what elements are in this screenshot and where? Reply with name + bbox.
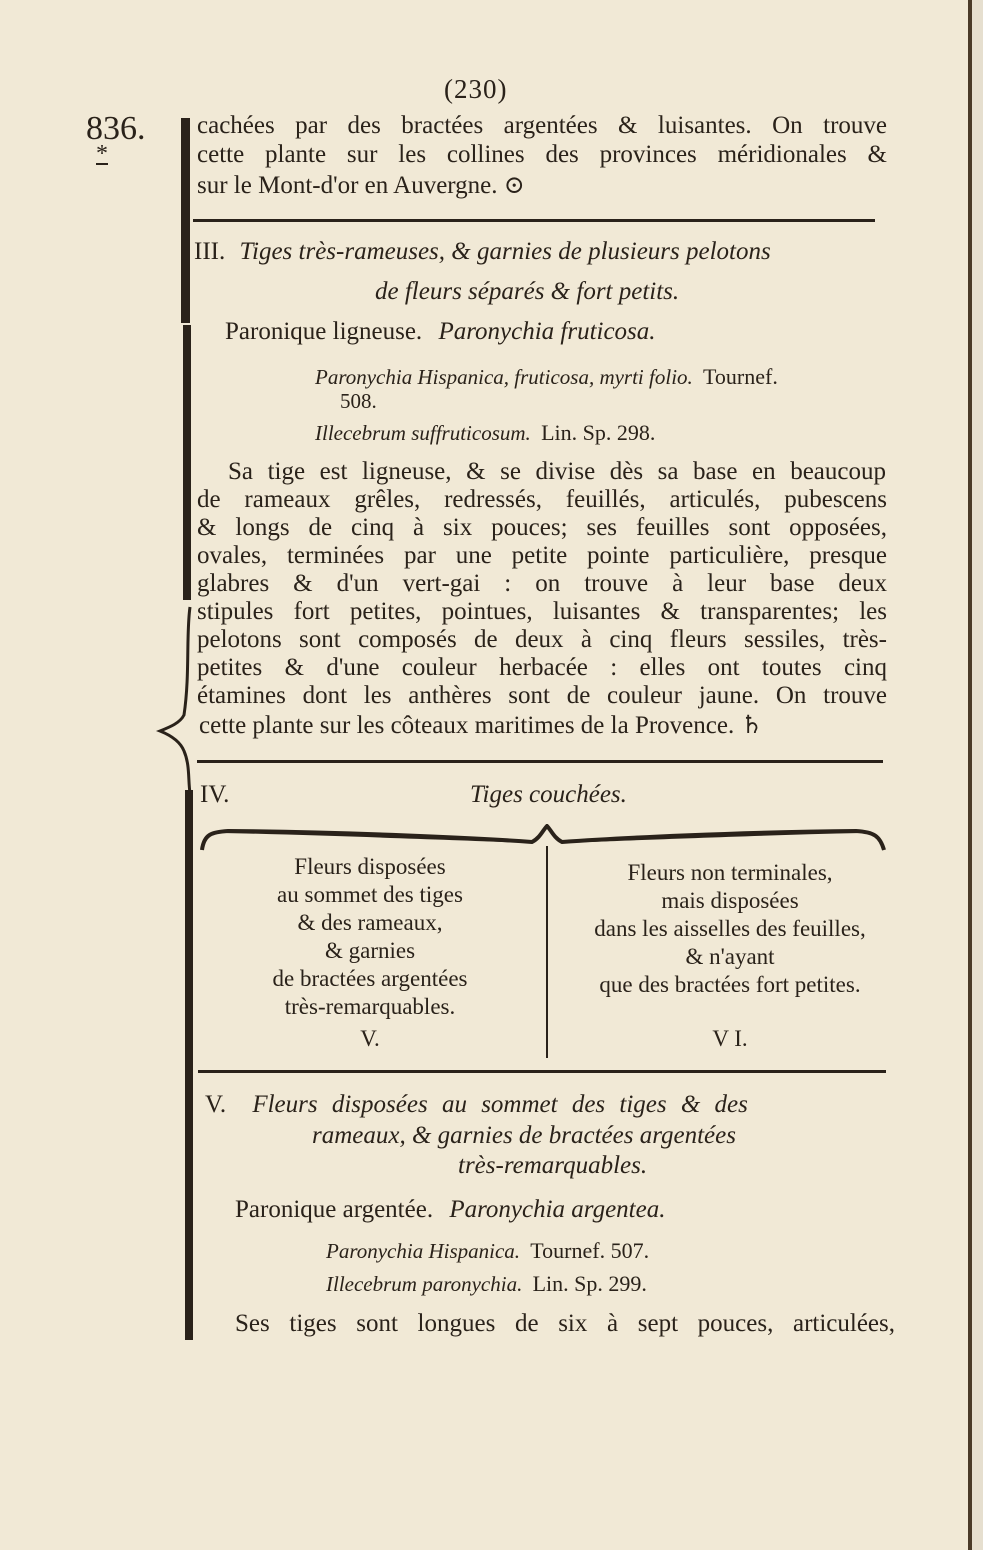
key-right-line: que des bractées fort petites. xyxy=(599,972,861,997)
section-heading-text: Tiges très-rameuses, & garnies de plusieurs pelotons xyxy=(239,238,771,265)
section-III-heading xyxy=(194,238,771,266)
section-heading-text: Tiges couchées. xyxy=(470,781,627,808)
synonym-reference: Lin. Sp. 299. xyxy=(532,1271,647,1296)
description-line: Ses tiges sont longues de six à sept pouces, articulées, xyxy=(235,1310,895,1337)
description-line: Sa tige est ligneuse, & se divise dès sa base en beaucoup xyxy=(228,458,886,485)
margin-entry-number: 836. xyxy=(86,110,146,147)
section-heading-text: de fleurs séparés & fort petits. xyxy=(375,278,680,305)
synonym-page: 508. xyxy=(340,389,377,413)
description-line: cette plante sur les côteaux maritimes de la Provence. ♄ xyxy=(199,712,763,739)
synonym xyxy=(315,363,778,391)
synonym-reference: Tournef. xyxy=(703,364,778,389)
section-numeral: V. xyxy=(205,1091,227,1118)
key-left-line: & garnies xyxy=(324,938,416,963)
key-left-line: très-remarquables. xyxy=(284,994,456,1019)
synonym-latin: Paronychia Hispanica. xyxy=(326,1239,521,1263)
section-V-heading xyxy=(205,1091,748,1119)
section-heading-text: rameaux, & garnies de bractées argentées xyxy=(312,1122,736,1149)
synonym xyxy=(315,419,655,447)
section-divider xyxy=(198,1070,886,1073)
synonym-latin: Paronychia Hispanica, fruticosa, myrti folio. xyxy=(315,365,693,389)
background-strip xyxy=(972,0,983,1550)
key-right-line: & n'ayant xyxy=(685,944,775,969)
synonym-latin: Illecebrum paronychia. xyxy=(326,1272,523,1296)
description-line: de rameaux grêles, redressés, feuillés, articulés, pubescens xyxy=(197,486,887,513)
description-line: ovales, terminées par une petite pointe particulière, presque xyxy=(197,542,887,569)
key-right-line: Fleurs non terminales, xyxy=(627,860,833,885)
key-left-line: & des rameaux, xyxy=(297,910,443,935)
section-divider xyxy=(193,219,875,222)
section-numeral: III. xyxy=(194,238,226,265)
section-divider xyxy=(197,760,883,763)
section-heading-text: très-remarquables. xyxy=(458,1152,648,1179)
page-number: (230) xyxy=(444,74,508,104)
common-name: Paronique ligneuse. xyxy=(225,318,423,345)
column-divider xyxy=(546,846,548,1058)
key-left-line: au sommet des tiges xyxy=(277,882,463,907)
margin-asterisk-mark: * xyxy=(96,141,108,167)
synonym-reference: Tournef. 507. xyxy=(530,1238,650,1263)
text-line: sur le Mont-d'or en Auvergne. ⊙ xyxy=(197,172,525,199)
left-margin-bar xyxy=(181,118,190,323)
species-name xyxy=(225,318,656,346)
synonym xyxy=(326,1237,649,1265)
key-right-line: mais disposées xyxy=(661,888,799,913)
key-right-line: dans les aisselles des feuilles, xyxy=(594,916,866,941)
description-line: glabres & d'un vert-gai : on trouve à leur base deux xyxy=(197,570,887,597)
species-name xyxy=(235,1196,665,1224)
key-right-ref[interactable]: V I. xyxy=(712,1026,748,1051)
key-left-line: de bractées argentées xyxy=(272,966,468,991)
curly-brace-icon xyxy=(150,605,200,795)
text-line: cachées par des bractées argentées & luisantes. On trouve xyxy=(197,112,887,139)
description-line: pelotons sont composés de deux à cinq fleurs sessiles, très- xyxy=(197,626,887,653)
left-margin-bar xyxy=(185,790,193,1340)
description-line: étamines dont les anthères sont de couleur jaune. On trouve xyxy=(197,682,887,709)
description-line: & longs de cinq à six pouces; ses feuilles sont opposées, xyxy=(197,514,887,541)
horizontal-brace-icon xyxy=(198,824,888,852)
section-numeral: IV. xyxy=(200,781,230,808)
synonym-latin: Illecebrum suffruticosum. xyxy=(315,421,531,445)
synonym xyxy=(326,1270,647,1298)
section-heading-text: Fleurs disposées au sommet des tiges & des xyxy=(252,1091,748,1118)
description-line: stipules fort petites, pointues, luisantes & transparentes; les xyxy=(197,598,887,625)
left-margin-bar xyxy=(183,325,191,600)
text-line: cette plante sur les collines des provinces méridionales & xyxy=(197,141,887,168)
common-name: Paronique argentée. xyxy=(235,1196,434,1223)
key-left-ref[interactable]: V. xyxy=(360,1026,380,1051)
synonym-reference: Lin. Sp. 298. xyxy=(541,420,656,445)
key-left-line: Fleurs disposées xyxy=(294,854,446,879)
latin-name: Paronychia fruticosa. xyxy=(438,318,656,345)
latin-name: Paronychia argentea. xyxy=(449,1196,666,1223)
description-line: petites & d'une couleur herbacée : elles ont toutes cinq xyxy=(197,654,887,681)
